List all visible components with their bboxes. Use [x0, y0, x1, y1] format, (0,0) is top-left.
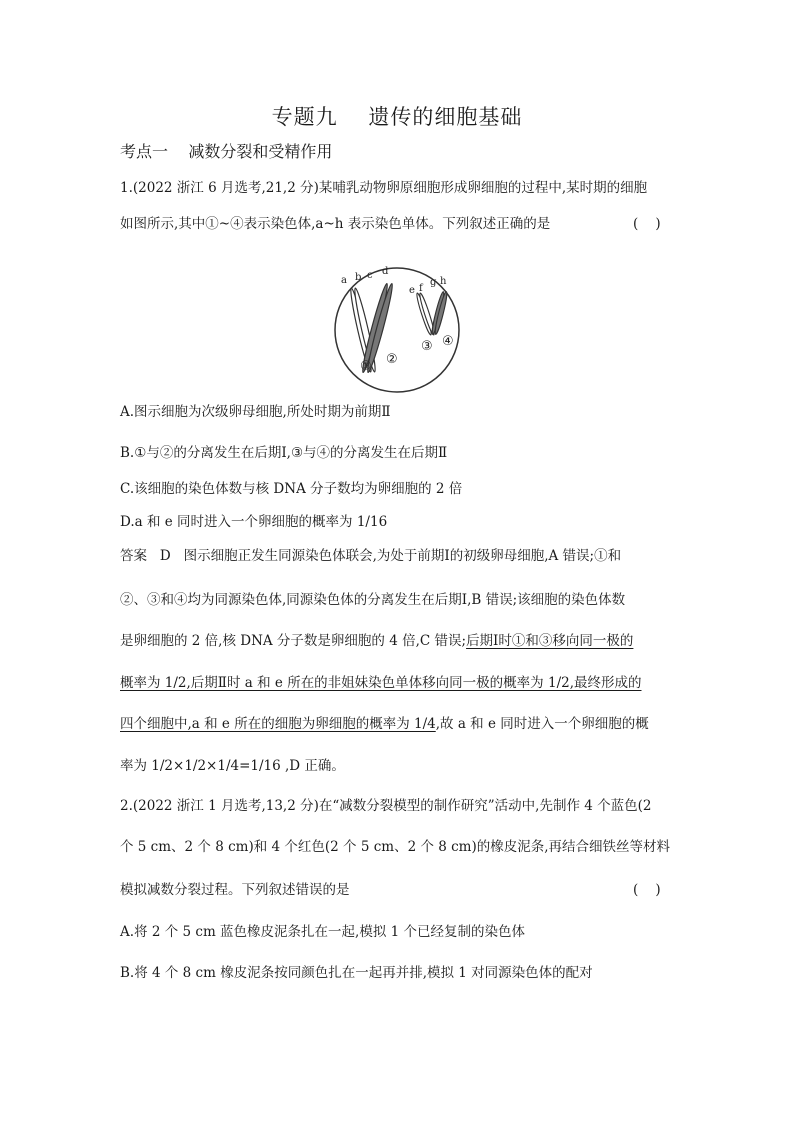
section-heading: 考点一 减数分裂和受精作用	[120, 142, 333, 161]
answer-text-5-plain: ,故 a 和 e 同时进入一个卵细胞的概	[435, 716, 649, 732]
chromatid-label-d: d	[382, 266, 389, 277]
chromatid-label-e: e	[409, 285, 415, 296]
cell-diagram	[320, 266, 474, 394]
chromatid-label-a: a	[341, 275, 347, 286]
q1-option-a: A.图示细胞为次级卵母细胞,所处时期为前期Ⅱ	[120, 404, 391, 420]
chromatid-label-b: b	[355, 272, 362, 283]
q1-option-c: C.该细胞的染色体数与核 DNA 分子数均为卵细胞的 2 倍	[120, 481, 463, 497]
q1-answer-line-4: 概率为 1/2,后期Ⅱ时 a 和 e 所在的非姐妹染色单体移向同一极的概率为 1/2,最终形成的	[120, 675, 642, 691]
q1-answer-line-6: 率为 1/2×1/2×1/4=1/16 ,D 正确。	[120, 758, 345, 774]
q2-stem-line-2: 个 5 cm、2 个 8 cm)和 4 个红色(2 个 5 cm、2 个 8 cm)的橡皮泥条,再结合细铁丝等材料	[120, 839, 671, 855]
chromatid-label-g: g	[430, 277, 437, 288]
page-title: 专题九 遗传的细胞基础	[271, 105, 523, 129]
q2-option-a: A.将 2 个 5 cm 蓝色橡皮泥条扎在一起,模拟 1 个已经复制的染色体	[120, 924, 525, 940]
answer-letter: D	[159, 548, 171, 564]
chromosome-label-4: ④	[442, 334, 454, 349]
q1-option-d: D.a 和 e 同时进入一个卵细胞的概率为 1/16	[120, 514, 388, 530]
q1-stem-line-2: 如图所示,其中①~④表示染色体,a~h 表示染色单体。下列叙述正确的是	[120, 216, 551, 232]
answer-label: 答案	[120, 548, 147, 564]
q1-stem-line-1: 1.(2022 浙江 6 月选考,21,2 分)某哺乳动物卵原细胞形成卵细胞的过程中,某时期的细胞	[120, 180, 648, 196]
answer-text-3-underlined: 后期Ⅰ时①和③移向同一极的	[466, 633, 634, 649]
q2-stem-line-3: 模拟减数分裂过程。下列叙述错误的是	[120, 882, 350, 898]
q1-answer-line-1	[120, 546, 621, 566]
answer-text-3-plain: 是卵细胞的 2 倍,核 DNA 分子数是卵细胞的 4 倍,C 错误;	[120, 633, 467, 649]
chromosome-4	[430, 291, 448, 335]
q1-answer-paren: ( )	[633, 216, 661, 232]
chromatid-label-h: h	[440, 276, 447, 287]
chromatid-label-c: c	[367, 270, 373, 281]
chromatid-label-f: f	[419, 283, 423, 294]
q2-option-b: B.将 4 个 8 cm 橡皮泥条按同颜色扎在一起再并排,模拟 1 对同源染色体的配对	[120, 965, 593, 981]
q2-stem-line-1: 2.(2022 浙江 1 月选考,13,2 分)在“减数分裂模型的制作研究”活动中,先制作 4 个蓝色(2	[120, 798, 652, 814]
q1-answer-line-3	[120, 631, 633, 651]
q1-answer-line-5	[120, 714, 649, 734]
chromosome-label-1: ①	[360, 359, 372, 374]
q2-answer-paren: ( )	[633, 882, 661, 898]
q1-option-b: B.①与②的分离发生在后期Ⅰ,③与④的分离发生在后期Ⅱ	[120, 445, 448, 461]
answer-text-1: 图示细胞正发生同源染色体联会,为处于前期Ⅰ的初级卵母细胞,A 错误;①和	[183, 548, 622, 564]
answer-text-5-underlined: 四个细胞中,a 和 e 所在的细胞为卵细胞的概率为 1/4	[120, 716, 436, 732]
q1-answer-line-2: ②、③和④均为同源染色体,同源染色体的分离发生在后期Ⅰ,B 错误;该细胞的染色体数	[120, 592, 626, 608]
chromosome-label-3: ③	[421, 339, 433, 354]
chromosome-label-2: ②	[386, 352, 398, 367]
